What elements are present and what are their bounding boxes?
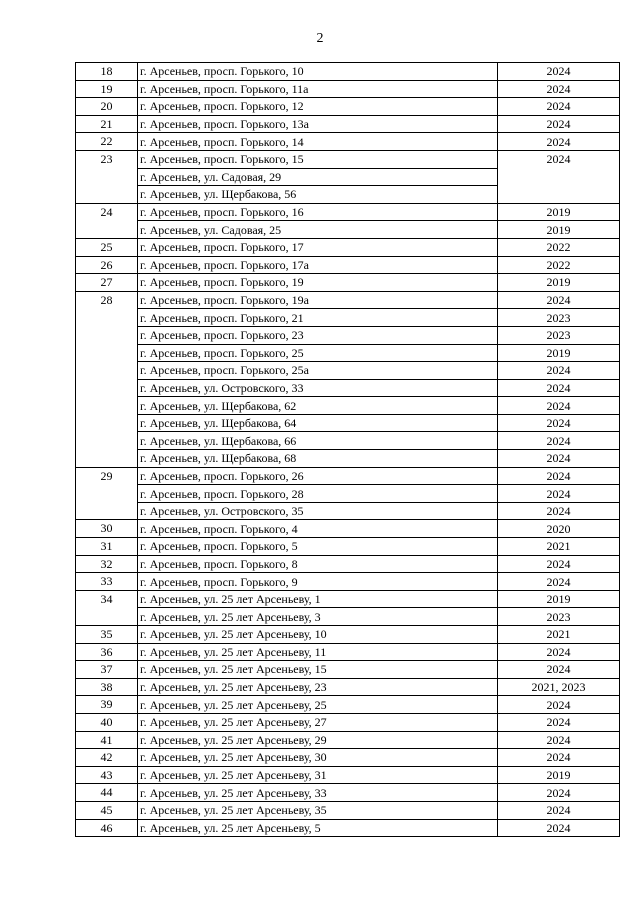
year-cell: 2024 [498, 115, 620, 133]
table-row [76, 520, 620, 538]
table-row [76, 766, 620, 784]
table-row [76, 63, 620, 81]
address-cell: г. Арсеньев, просп. Горького, 9 [138, 573, 498, 591]
year-cell: 2019 [498, 590, 620, 608]
year-cell: 2023 [498, 326, 620, 344]
year-cell: 2024 [498, 467, 620, 485]
year-cell: 2024 [498, 133, 620, 151]
address-table-body [76, 63, 620, 837]
year-cell: 2024 [498, 80, 620, 98]
table-row [76, 379, 620, 397]
row-number-cell: 23 [76, 150, 138, 203]
address-cell: г. Арсеньев, просп. Горького, 19а [138, 291, 498, 309]
address-cell: г. Арсеньев, ул. 25 лет Арсеньеву, 35 [138, 801, 498, 819]
address-cell: г. Арсеньев, ул. 25 лет Арсеньеву, 31 [138, 766, 498, 784]
year-cell: 2024 [498, 696, 620, 714]
row-number-cell: 33 [76, 573, 138, 591]
row-number-cell: 26 [76, 256, 138, 274]
address-cell: г. Арсеньев, ул. Щербакова, 68 [138, 450, 498, 468]
year-cell: 2024 [498, 573, 620, 591]
address-cell: г. Арсеньев, ул. 25 лет Арсеньеву, 11 [138, 643, 498, 661]
table-row [76, 784, 620, 802]
year-cell: 2021, 2023 [498, 678, 620, 696]
address-cell: г. Арсеньев, ул. 25 лет Арсеньеву, 23 [138, 678, 498, 696]
address-cell: г. Арсеньев, просп. Горького, 11а [138, 80, 498, 98]
row-number-cell: 45 [76, 801, 138, 819]
table-row [76, 626, 620, 644]
year-cell: 2023 [498, 309, 620, 327]
table-row [76, 538, 620, 556]
row-number-cell: 34 [76, 590, 138, 625]
table-row [76, 309, 620, 327]
year-cell: 2024 [498, 450, 620, 468]
address-cell: г. Арсеньев, просп. Горького, 10 [138, 63, 498, 81]
table-row [76, 291, 620, 309]
address-cell: г. Арсеньев, ул. Островского, 35 [138, 502, 498, 520]
year-cell: 2024 [498, 291, 620, 309]
year-cell: 2024 [498, 661, 620, 679]
address-cell: г. Арсеньев, просп. Горького, 28 [138, 485, 498, 503]
row-number-cell: 19 [76, 80, 138, 98]
row-number-cell: 32 [76, 555, 138, 573]
address-cell: г. Арсеньев, просп. Горького, 17а [138, 256, 498, 274]
table-row [76, 731, 620, 749]
address-cell: г. Арсеньев, ул. Щербакова, 62 [138, 397, 498, 415]
table-row [76, 221, 620, 239]
table-row [76, 696, 620, 714]
table-row [76, 414, 620, 432]
table-row [76, 467, 620, 485]
table-row [76, 819, 620, 837]
row-number-cell: 25 [76, 238, 138, 256]
table-row [76, 344, 620, 362]
year-cell: 2022 [498, 238, 620, 256]
address-cell: г. Арсеньев, просп. Горького, 8 [138, 555, 498, 573]
year-cell: 2019 [498, 766, 620, 784]
table-row [76, 362, 620, 380]
year-cell: 2024 [498, 98, 620, 116]
table-row [76, 713, 620, 731]
address-cell: г. Арсеньев, ул. 25 лет Арсеньеву, 1 [138, 590, 498, 608]
address-cell: г. Арсеньев, ул. 25 лет Арсеньеву, 29 [138, 731, 498, 749]
year-cell: 2019 [498, 344, 620, 362]
table-row [76, 608, 620, 626]
address-cell: г. Арсеньев, просп. Горького, 15 [138, 150, 498, 168]
table-row [76, 203, 620, 221]
table-row [76, 80, 620, 98]
row-number-cell: 21 [76, 115, 138, 133]
year-cell: 2024 [498, 819, 620, 837]
year-cell: 2024 [498, 414, 620, 432]
table-row [76, 115, 620, 133]
address-cell: г. Арсеньев, просп. Горького, 25 [138, 344, 498, 362]
table-row [76, 432, 620, 450]
address-cell: г. Арсеньев, просп. Горького, 23 [138, 326, 498, 344]
row-number-cell: 41 [76, 731, 138, 749]
address-cell: г. Арсеньев, ул. Садовая, 29 [138, 168, 498, 186]
year-cell: 2024 [498, 379, 620, 397]
table-row [76, 450, 620, 468]
table-row [76, 238, 620, 256]
row-number-cell: 44 [76, 784, 138, 802]
table-row [76, 485, 620, 503]
address-cell: г. Арсеньев, просп. Горького, 16 [138, 203, 498, 221]
address-cell: г. Арсеньев, просп. Горького, 4 [138, 520, 498, 538]
year-cell: 2024 [498, 150, 620, 203]
table-row [76, 573, 620, 591]
table-row [76, 326, 620, 344]
address-cell: г. Арсеньев, ул. 25 лет Арсеньеву, 10 [138, 626, 498, 644]
address-cell: г. Арсеньев, просп. Горького, 13а [138, 115, 498, 133]
year-cell: 2024 [498, 432, 620, 450]
address-cell: г. Арсеньев, ул. 25 лет Арсеньеву, 3 [138, 608, 498, 626]
year-cell: 2024 [498, 397, 620, 415]
year-cell: 2024 [498, 485, 620, 503]
address-cell: г. Арсеньев, просп. Горького, 17 [138, 238, 498, 256]
address-cell: г. Арсеньев, ул. 25 лет Арсеньеву, 27 [138, 713, 498, 731]
address-cell: г. Арсеньев, просп. Горького, 26 [138, 467, 498, 485]
table-row [76, 590, 620, 608]
address-cell: г. Арсеньев, просп. Горького, 21 [138, 309, 498, 327]
table-row [76, 801, 620, 819]
row-number-cell: 37 [76, 661, 138, 679]
row-number-cell: 27 [76, 274, 138, 292]
year-cell: 2021 [498, 538, 620, 556]
address-cell: г. Арсеньев, ул. Садовая, 25 [138, 221, 498, 239]
year-cell: 2024 [498, 63, 620, 81]
address-cell: г. Арсеньев, ул. 25 лет Арсеньеву, 25 [138, 696, 498, 714]
address-cell: г. Арсеньев, просп. Горького, 12 [138, 98, 498, 116]
address-cell: г. Арсеньев, ул. Щербакова, 64 [138, 414, 498, 432]
row-number-cell: 43 [76, 766, 138, 784]
year-cell: 2023 [498, 608, 620, 626]
page-number: 2 [316, 31, 324, 46]
year-cell: 2024 [498, 731, 620, 749]
row-number-cell: 28 [76, 291, 138, 467]
table-row [76, 555, 620, 573]
year-cell: 2024 [498, 801, 620, 819]
year-cell: 2024 [498, 502, 620, 520]
table-row [76, 133, 620, 151]
row-number-cell: 18 [76, 63, 138, 81]
row-number-cell: 30 [76, 520, 138, 538]
address-cell: г. Арсеньев, просп. Горького, 5 [138, 538, 498, 556]
row-number-cell: 24 [76, 203, 138, 238]
year-cell: 2024 [498, 784, 620, 802]
table-row [76, 661, 620, 679]
row-number-cell: 46 [76, 819, 138, 837]
year-cell: 2024 [498, 643, 620, 661]
row-number-cell: 38 [76, 678, 138, 696]
table-row [76, 256, 620, 274]
address-cell: г. Арсеньев, ул. 25 лет Арсеньеву, 5 [138, 819, 498, 837]
year-cell: 2019 [498, 221, 620, 239]
address-cell: г. Арсеньев, ул. 25 лет Арсеньеву, 30 [138, 749, 498, 767]
row-number-cell: 22 [76, 133, 138, 151]
year-cell: 2024 [498, 555, 620, 573]
table-row [76, 98, 620, 116]
year-cell: 2024 [498, 713, 620, 731]
address-cell: г. Арсеньев, ул. Островского, 33 [138, 379, 498, 397]
address-cell: г. Арсеньев, просп. Горького, 14 [138, 133, 498, 151]
address-cell: г. Арсеньев, просп. Горького, 19 [138, 274, 498, 292]
year-cell: 2022 [498, 256, 620, 274]
table-row [76, 397, 620, 415]
row-number-cell: 20 [76, 98, 138, 116]
address-cell: г. Арсеньев, ул. 25 лет Арсеньеву, 33 [138, 784, 498, 802]
row-number-cell: 35 [76, 626, 138, 644]
year-cell: 2024 [498, 362, 620, 380]
table-row [76, 678, 620, 696]
address-cell: г. Арсеньев, просп. Горького, 25а [138, 362, 498, 380]
row-number-cell: 31 [76, 538, 138, 556]
table-row [76, 274, 620, 292]
year-cell: 2019 [498, 203, 620, 221]
year-cell: 2020 [498, 520, 620, 538]
table-row [76, 502, 620, 520]
year-cell: 2021 [498, 626, 620, 644]
row-number-cell: 39 [76, 696, 138, 714]
table-row [76, 150, 620, 168]
row-number-cell: 42 [76, 749, 138, 767]
address-cell: г. Арсеньев, ул. 25 лет Арсеньеву, 15 [138, 661, 498, 679]
row-number-cell: 40 [76, 713, 138, 731]
row-number-cell: 36 [76, 643, 138, 661]
year-cell: 2019 [498, 274, 620, 292]
address-cell: г. Арсеньев, ул. Щербакова, 56 [138, 186, 498, 204]
address-cell: г. Арсеньев, ул. Щербакова, 66 [138, 432, 498, 450]
row-number-cell: 29 [76, 467, 138, 520]
table-row [76, 749, 620, 767]
address-table [75, 62, 620, 837]
table-row [76, 643, 620, 661]
year-cell: 2024 [498, 749, 620, 767]
